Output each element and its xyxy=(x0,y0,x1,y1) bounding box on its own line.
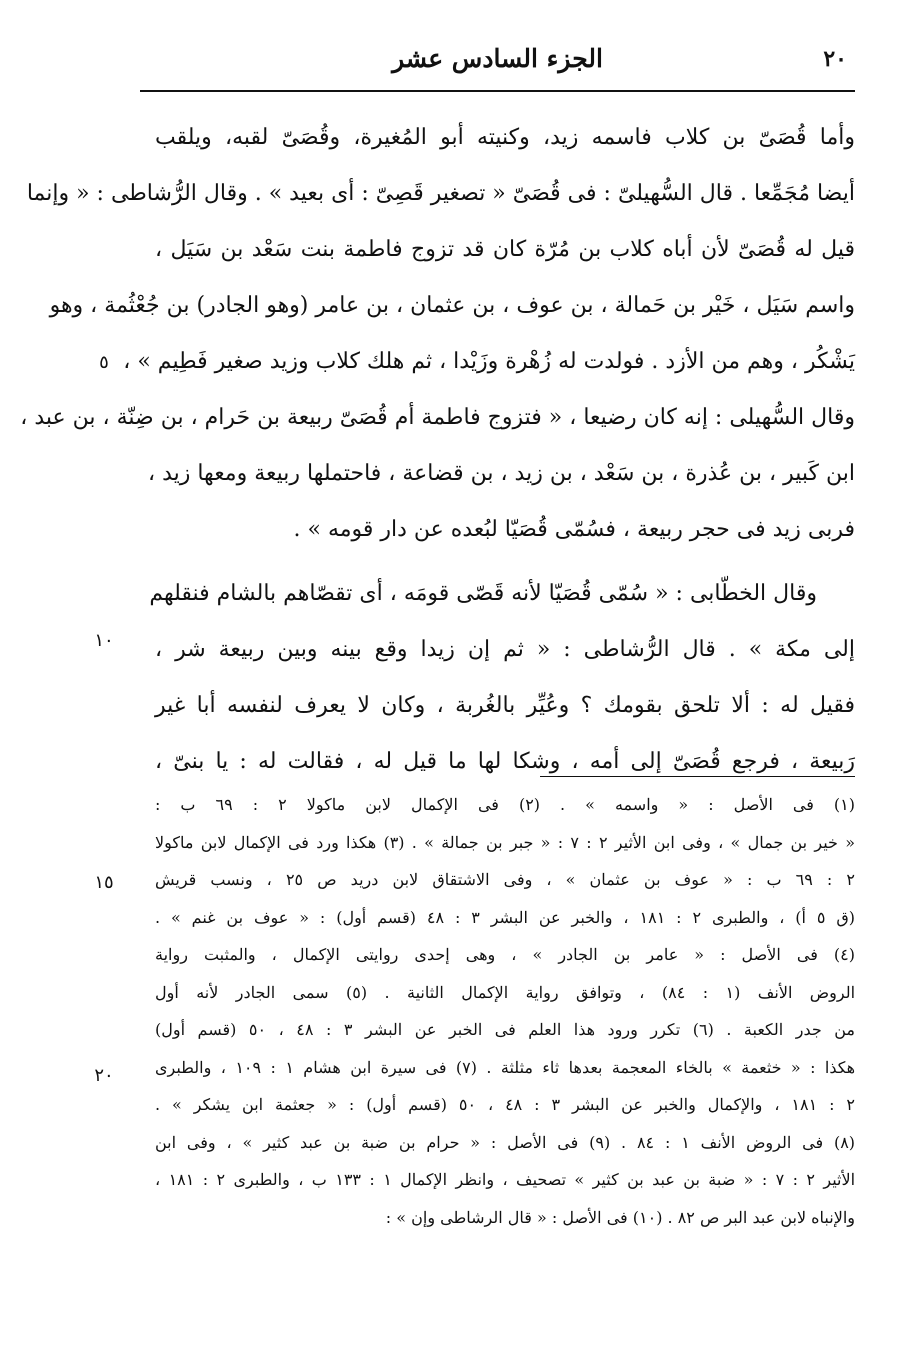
line-number-10: ١٠ xyxy=(94,630,114,651)
header-rule xyxy=(140,90,855,92)
line-number-20: ٢٠ xyxy=(94,1065,114,1086)
footnote-line: من جدر الكعبة . (٦) تكرر ورود هذا العلم فى الخبر عن البشر ٣ : ٤٨ ، ٥٠ (قسم أول) xyxy=(155,1020,855,1039)
page-number: ٢٠ xyxy=(823,46,847,72)
text-line: فقيل له : ألا تلحق بقومك ؟ وعُيِّر بالغُربة ، وكان لا يعرف لنفسه أبا غير xyxy=(155,693,855,718)
text-line: فربى زيد فى حجر ربيعة ، فسُمّى قُصَيّا لبُعده عن دار قومه » . xyxy=(293,517,855,542)
text-line: إلى مكة » . قال الرُّشاطى : « ثم إن زيدا وقع بينه وبين ربيعة شر ، xyxy=(155,637,855,662)
footnote-line: (٤) فى الأصل : « عامر بن الجادر » ، وهى إحدى روايتى الإكمال ، والمثبت رواية xyxy=(155,945,855,964)
text-line: يَشْكُر ، وهم من الأزد . فولدت له زُهْرة وزَيْدا ، ثم هلك كلاب وزيد صغير فَطِيم » ، xyxy=(123,349,855,374)
paragraph-1 xyxy=(20,110,855,558)
text-line: أيضا مُجَمِّعا . قال السُّهيلىّ : فى قُصَىّ « تصغير قَصِىّ : أى بعيد » . وقال الرُّشاطى : « وإنما xyxy=(26,181,855,206)
footnote-line: (ق ٥ أ) ، والطبرى ٢ : ١٨١ ، والخبر عن البشر ٣ : ٤٨ (قسم أول) : « عوف بن غنم » . xyxy=(155,907,856,927)
text-line: وقال الخطّابى : « سُمّى قُصَيّا لأنه قَصّى قومَه ، أى تقصّاهم بالشام فنقلهم xyxy=(149,581,817,606)
footnote-line: الروض الأنف (١ : ٨٤) ، وتوافق رواية الإكمال الثانية . (٥) سمى الجادر لأنه أول xyxy=(155,982,856,1002)
text-line: وأما قُصَىّ بن كلاب فاسمه زيد، وكنيته أبو المُغيرة، وقُصَىّ لقبه، ويلقب xyxy=(155,125,855,150)
footnote-line: ٢ : ٦٩ ب : « عوف بن عثمان » ، وفى الاشتقاق لابن دريد ص ٢٥ ، ونسب قريش xyxy=(155,870,856,889)
running-title: الجزء السادس عشر xyxy=(392,44,603,73)
line-number-5: ٥ xyxy=(99,352,109,373)
footnote-line: هكذا : « خثعمة » بالخاء المعجمة بعدها ثاء مثلثة . (٧) فى سيرة ابن هشام ١ : ١٠٩ ، والطبرى xyxy=(155,1057,856,1077)
footnote-line: « خير بن جمال » ، وفى ابن الأثير ٢ : ٧ : « جبر بن جمالة » . (٣) هكذا ورد فى الإكمال لابن ماكولا xyxy=(155,832,855,852)
footnote-line: الأثير ٢ : ٧ : « ضبة بن عبد بن كثير » تصحيف ، وانظر الإكمال ١ : ١٣٣ ب ، والطبرى ٢ : ١٨١ ، xyxy=(155,1170,856,1189)
text-line: قيل له قُصَىّ لأن أباه كلاب بن مُرّة كان قد تزوج فاطمة بنت سَعْد بن سَيَل ، xyxy=(155,237,855,262)
footnote-line: (١) فى الأصل : « واسمه » . (٢) فى الإكمال لابن ماكولا ٢ : ٦٩ ب : xyxy=(155,795,856,814)
footnote-line: والإنباه لابن عبد البر ص ٨٢ . (١٠) فى الأصل : « قال الرشاطى وإن » : xyxy=(385,1207,855,1227)
footnote-line: ٢ : ١٨١ ، والإكمال والخبر عن البشر ٣ : ٤٨ ، ٥٠ (قسم أول) : « جعثمة ابن يشكر » . xyxy=(155,1095,856,1114)
text-line: رَبيعة ، فرجع قُصَىّ إلى أمه ، وشكا لها ما قيل له ، فقالت له : يا بنىّ ، xyxy=(155,749,855,774)
line-number-15: ١٥ xyxy=(94,872,114,893)
paragraph-2 xyxy=(149,566,855,790)
footnote-separator xyxy=(540,776,855,777)
text-line: واسم سَيَل ، خَيْر بن حَمالة ، بن عوف ، بن عثمان ، بن عامر (وهو الجادر) بن جُعْثُمة ، وهو xyxy=(49,293,855,318)
text-line: وقال السُّهيلى : إنه كان رضيعا ، « فتزوج فاطمة أم قُصَىّ ربيعة بن حَرام ، بن ضِنّة ، بن عبد ، xyxy=(20,405,855,430)
footnote-line: (٨) فى الروض الأنف ١ : ٨٤ . (٩) فى الأصل : « حرام بن ضبة بن عبد كثير » ، وفى ابن xyxy=(155,1132,856,1152)
page-header xyxy=(140,40,855,92)
footnotes xyxy=(155,786,855,1236)
text-line: ابن كَبير ، بن عُذرة ، بن سَعْد ، بن زيد ، بن قضاعة ، فاحتملها ربيعة ومعها زيد ، xyxy=(147,461,855,486)
